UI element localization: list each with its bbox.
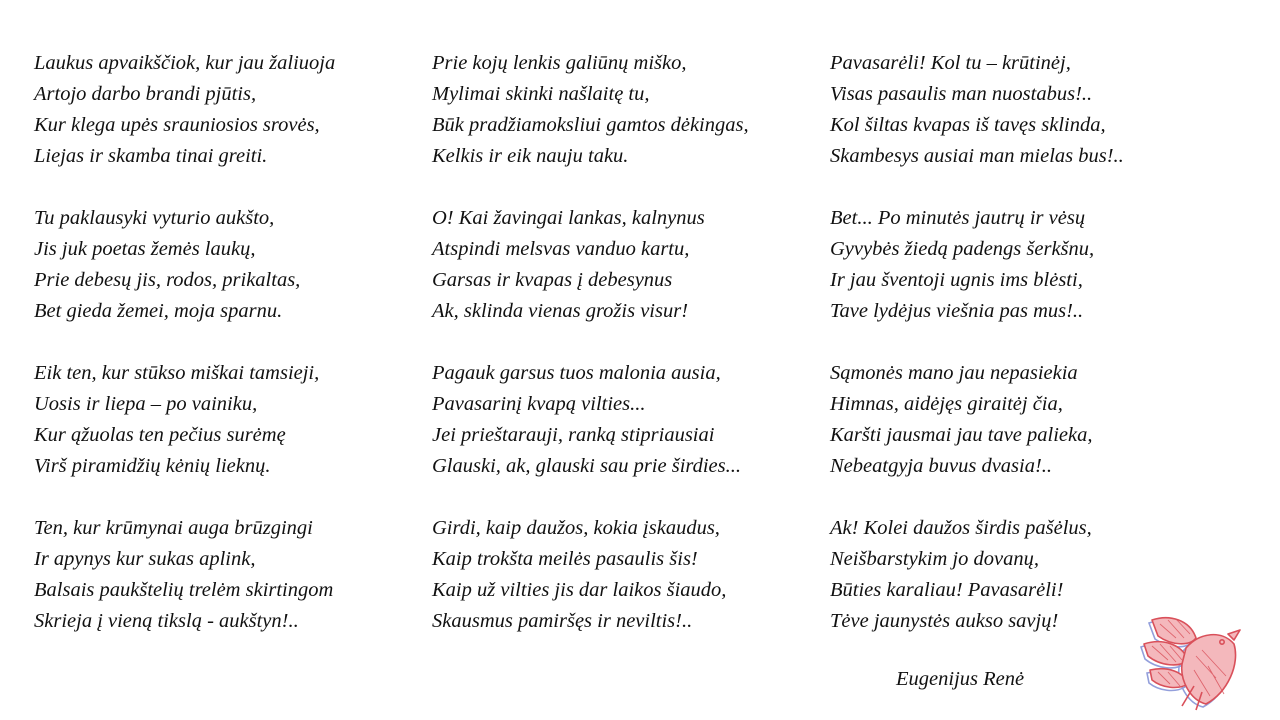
verse-line: Himnas, aidėjęs giraitėj čia, (830, 393, 1063, 415)
verse-line: Kur ąžuolas ten pečius surėmę (34, 424, 286, 446)
stanza (432, 513, 812, 637)
verse-line: Skausmus pamiršęs ir neviltis!.. (432, 610, 693, 632)
verse-line: Neišbarstykim jo dovanų, (830, 548, 1039, 570)
stanza (830, 203, 1210, 327)
bird-icon (1136, 608, 1248, 712)
verse-line: Būk pradžiamoksliui gamtos dėkingas, (432, 114, 749, 136)
stanza (34, 48, 414, 172)
stanza (432, 48, 812, 172)
verse-line: Gyvybės žiedą padengs šerkšnu, (830, 238, 1095, 260)
verse-line: Atspindi melsvas vanduo kartu, (432, 238, 690, 260)
verse-line: Visas pasaulis man nuostabus!.. (830, 83, 1093, 105)
poem-column-2 (432, 48, 812, 668)
verse-line: Nebeatgyja buvus dvasia!.. (830, 455, 1053, 477)
verse-line: Tu paklausyki vyturio aukšto, (34, 207, 275, 229)
verse-line: Jei prieštarauji, ranką stipriausiai (432, 424, 715, 446)
verse-line: Skambesys ausiai man mielas bus!.. (830, 145, 1124, 167)
stanza (34, 513, 414, 637)
verse-line: Sąmonės mano jau nepasiekia (830, 362, 1078, 384)
verse-line: Prie debesų jis, rodos, prikaltas, (34, 269, 301, 291)
verse-line: Laukus apvaikščiok, kur jau žaliuoja (34, 52, 336, 74)
verse-line: Garsas ir kvapas į debesynus (432, 269, 673, 291)
verse-line: Mylimai skinki našlaitę tu, (432, 83, 650, 105)
verse-line: Tėve jaunystės aukso savjų! (830, 610, 1059, 632)
verse-line: Kelkis ir eik nauju taku. (432, 145, 629, 167)
verse-line: Pagauk garsus tuos malonia ausia, (432, 362, 721, 384)
stanza (34, 358, 414, 482)
author-signature: Eugenijus Renė (896, 668, 1025, 690)
verse-line: Karšti jausmai jau tave palieka, (830, 424, 1093, 446)
verse-line: Uosis ir liepa – po vainiku, (34, 393, 258, 415)
verse-line: Kur klega upės srauniosios srovės, (34, 114, 320, 136)
verse-line: Ak, sklinda vienas grožis visur! (432, 300, 689, 322)
verse-line: Kol šiltas kvapas iš tavęs sklinda, (830, 114, 1106, 136)
verse-line: Ir jau šventoji ugnis ims blėsti, (830, 269, 1083, 291)
verse-line: Liejas ir skamba tinai greiti. (34, 145, 268, 167)
stanza (830, 358, 1210, 482)
verse-line: Virš piramidžių kėnių lieknų. (34, 455, 271, 477)
verse-line: Kaip trokšta meilės pasaulis šis! (432, 548, 698, 570)
stanza (830, 48, 1210, 172)
verse-line: Bet... Po minutės jautrų ir vėsų (830, 207, 1086, 229)
verse-line: Pavasarėli! Kol tu – krūtinėj, (830, 52, 1071, 74)
verse-line: Eik ten, kur stūkso miškai tamsieji, (34, 362, 320, 384)
poem-column-3 (830, 48, 1210, 668)
verse-line: Girdi, kaip daužos, kokia įskaudus, (432, 517, 720, 539)
verse-line: O! Kai žavingai lankas, kalnynus (432, 207, 705, 229)
verse-line: Jis juk poetas žemės laukų, (34, 238, 256, 260)
verse-line: Balsais paukštelių trelėm skirtingom (34, 579, 334, 601)
verse-line: Glauski, ak, glauski sau prie širdies... (432, 455, 742, 477)
poem-column-1 (34, 48, 414, 668)
verse-line: Prie kojų lenkis galiūnų miško, (432, 52, 687, 74)
verse-line: Skrieja į vieną tikslą - aukštyn!.. (34, 610, 299, 632)
verse-line: Bet gieda žemei, moja sparnu. (34, 300, 283, 322)
stanza (432, 203, 812, 327)
verse-line: Būties karaliau! Pavasarėli! (830, 579, 1064, 601)
verse-line: Ak! Kolei daužos širdis pašėlus, (830, 517, 1092, 539)
stanza (432, 358, 812, 482)
verse-line: Ir apynys kur sukas aplink, (34, 548, 256, 570)
verse-line: Artojo darbo brandi pjūtis, (34, 83, 257, 105)
verse-line: Pavasarinį kvapą vilties... (432, 393, 646, 415)
verse-line: Kaip už vilties jis dar laikos šiaudo, (432, 579, 727, 601)
stanza (34, 203, 414, 327)
verse-line: Tave lydėjus viešnia pas mus!.. (830, 300, 1084, 322)
verse-line: Ten, kur krūmynai auga brūzgingi (34, 517, 313, 539)
